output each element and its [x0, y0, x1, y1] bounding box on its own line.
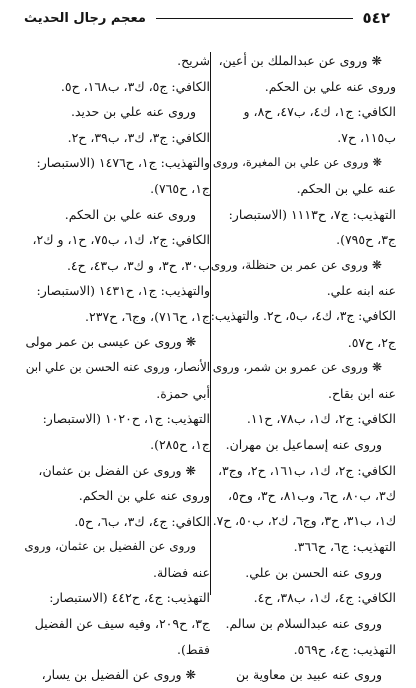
text-line: ج٣، ح٧٩٥).	[336, 232, 396, 248]
page-number: ٥٤٢	[362, 9, 390, 27]
text-line: عنه ابن بقاح.	[328, 385, 396, 401]
text-line: ب١١٥، ح٧.	[337, 129, 396, 145]
text-line: أبي حمزة.	[156, 385, 210, 401]
right-column	[210, 48, 396, 688]
text-line: ج١، ح٢٨٥).	[150, 436, 210, 452]
text-line: الكافي: ج٤، ك٣، ب٦، ح٥.	[74, 513, 210, 529]
page-header	[24, 6, 390, 30]
text-line: وروى عنه إسماعيل بن مهران.	[225, 436, 382, 452]
text-line: ك٣، ب٨٠، ح٦، وب٨١، ح٣، وح٥،	[228, 488, 396, 504]
text-line: ❋ وروى عن عمرو بن شمر، وروى	[212, 360, 382, 375]
header-rule	[156, 18, 353, 19]
text-line: عنه ابنه علي.	[326, 283, 396, 299]
text-line: عنه فضالة.	[152, 564, 210, 580]
running-head: معجم رجال الحديث	[24, 10, 146, 26]
text-line: التهذيب: ج٧، ح١١١٣ (الاستبصار:	[228, 206, 396, 222]
text-line: والتهذيب: ج١، ح١٤٣١ (الاستبصار:	[36, 283, 210, 299]
text-line: الكافي: ج٢، ك١، ب١٦١، ح٢، وج٣،	[217, 462, 396, 478]
text-line: ❋ وروى عن عبدالملك بن أعين،	[218, 53, 382, 68]
text-line: ك١، ب٣١، ح٣، وج٦، ك٢، ب٥٠، ح٧.	[212, 513, 396, 528]
text-line: وروى عن الفضيل بن عثمان، وروى	[24, 539, 196, 554]
text-line: ❋ وروى عن عمر بن حنظلة، وروى	[210, 257, 382, 272]
text-line: الكافي: ج٢، ك١، ب٧٥، ح١، و ك٢،	[32, 232, 210, 248]
text-line: ❋ وروى عن الفضيل بن يسار،	[41, 667, 196, 683]
text-line: ج١، ح٧١٦)، وج٦، ح٢٣٧.	[85, 308, 210, 324]
text-line: الكافي: ج٤، ك١، ب٣٨، ح٤.	[253, 590, 396, 606]
text-line: ج١، ح٧٦٥).	[150, 180, 210, 196]
text-line: التهذيب: ج١، ح١٠٢٠ (الاستبصار:	[42, 411, 210, 427]
text-line: ❋ وروى عن عيسى بن عمر مولى	[25, 334, 196, 349]
text-line: وروى عنه عبدالسلام بن سالم.	[225, 616, 382, 632]
text-line: وروى عنه علي بن الحكم.	[78, 488, 210, 504]
left-column	[24, 48, 210, 688]
text-line: ❋ وروى عن علي بن المغيرة، وروى	[212, 155, 382, 170]
text-line: والتهذيب: ج١، ح١٤٧٦ (الاستبصار:	[36, 155, 210, 171]
text-line: وروى عنه علي بن الحكم.	[64, 206, 196, 222]
text-line: الأنصار، وروى عنه الحسن بن علي ابن	[25, 360, 210, 375]
text-line: الكافي: ج٥، ك٣، ب١٦٨، ح٥.	[60, 78, 210, 94]
text-line: شريح.	[177, 53, 210, 68]
text-line: وروى عنه علي بن الحكم.	[264, 78, 396, 94]
text-line: التهذيب: ج٤، ح٤٤٢ (الاستبصار:	[49, 590, 210, 606]
text-line: ج٣، ح٢٠٩، وفيه سيف عن الفضيل	[34, 616, 210, 632]
text-line: التهذيب: ج٦، ح٣٦٦.	[293, 539, 396, 555]
text-line: عنه علي بن الحكم.	[296, 180, 396, 196]
text-line: وروى عنه الحسن بن علي.	[245, 564, 382, 580]
text-line: التهذيب: ج٤، ح٥٦٩.	[293, 641, 396, 657]
text-line: فقط).	[176, 641, 210, 657]
text-line: وروى عنه علي بن حديد.	[70, 104, 196, 120]
text-line: الكافي: ج٣، ك٣، ب٣٩، ح٢.	[67, 129, 210, 145]
text-line: الكافي: ج٣، ك٤، ب٥، ح٢. والتهذيب:	[210, 308, 396, 323]
text-line: الكافي: ج١، ك٤، ب٤٧، ح٨، و	[243, 104, 396, 120]
text-line: ب٣٠، ح٣، و ك٣، ب٤٣، ح٤.	[66, 257, 210, 273]
text-line: وروى عنه عبيد بن معاوية بن	[236, 667, 382, 683]
text-line: ❋ وروى عن الفضل بن عثمان،	[38, 462, 196, 478]
text-line: ج٢، ح٥٧.	[347, 334, 396, 350]
column-divider	[210, 52, 211, 595]
text-line: الكافي: ج٢، ك١، ب٧٨، ح١١.	[246, 411, 396, 427]
